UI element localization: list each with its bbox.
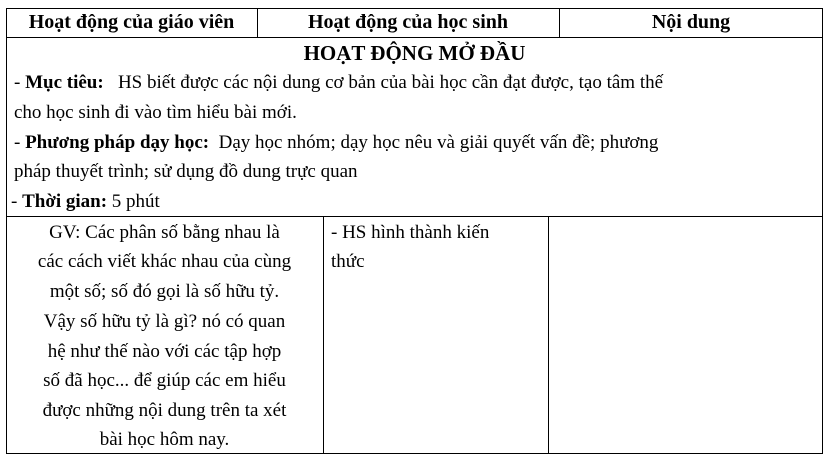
teacher-line: các cách viết khác nhau của cùng bbox=[37, 251, 292, 272]
section-title: HOẠT ĐỘNG MỞ ĐẦU bbox=[303, 41, 526, 65]
header-teacher-activity: Hoạt động của giáo viên bbox=[28, 11, 235, 33]
method-text-1: Dạy học nhóm; dạy học nêu và giải quyết vấn đề; phương bbox=[218, 132, 659, 153]
method-label: Phương pháp dạy học: bbox=[25, 132, 210, 153]
time-label: Thời gian: bbox=[22, 191, 108, 212]
objective-label: Mục tiêu: bbox=[25, 72, 104, 93]
time-value: 5 phút bbox=[111, 191, 160, 212]
teacher-line: GV: Các phân số bằng nhau là bbox=[49, 222, 280, 243]
teacher-line: Vậy số hữu tỷ là gì? nó có quan bbox=[43, 311, 286, 332]
teacher-line: một số; số đó gọi là số hữu tỷ. bbox=[49, 281, 280, 302]
student-line: thức bbox=[331, 251, 365, 272]
teacher-line: bài học hôm nay. bbox=[99, 429, 230, 450]
content-cell bbox=[549, 217, 822, 453]
objective-text-2: cho học sinh đi vào tìm hiểu bài mới. bbox=[14, 102, 297, 123]
teacher-line: số đã học... để giúp các em hiểu bbox=[43, 370, 286, 391]
header-student-activity: Hoạt động của học sinh bbox=[307, 11, 509, 33]
student-line: - HS hình thành kiến bbox=[331, 222, 490, 243]
header-content: Nội dung bbox=[651, 11, 731, 33]
method-text-2: pháp thuyết trình; sử dụng đồ dung trực quan bbox=[14, 161, 358, 182]
body-col-divider-1 bbox=[323, 216, 324, 454]
teacher-line: được những nội dung trên ta xét bbox=[42, 400, 287, 421]
teacher-line: hệ như thế nào với các tập hợp bbox=[47, 341, 282, 362]
objective-line-1: - Mục tiêu: HS biết được các nội dung cơ bản của bài học cần đạt được, tạo tâm thế bbox=[14, 72, 664, 93]
method-line-1: - Phương pháp dạy học: Dạy học nhóm; dạy học nêu và giải quyết vấn đề; phương bbox=[14, 132, 659, 153]
time-line: - Thời gian: 5 phút bbox=[11, 191, 160, 212]
objective-text-1: HS biết được các nội dung cơ bản của bài học cần đạt được, tạo tâm thế bbox=[117, 72, 664, 93]
header-divider bbox=[6, 37, 823, 38]
